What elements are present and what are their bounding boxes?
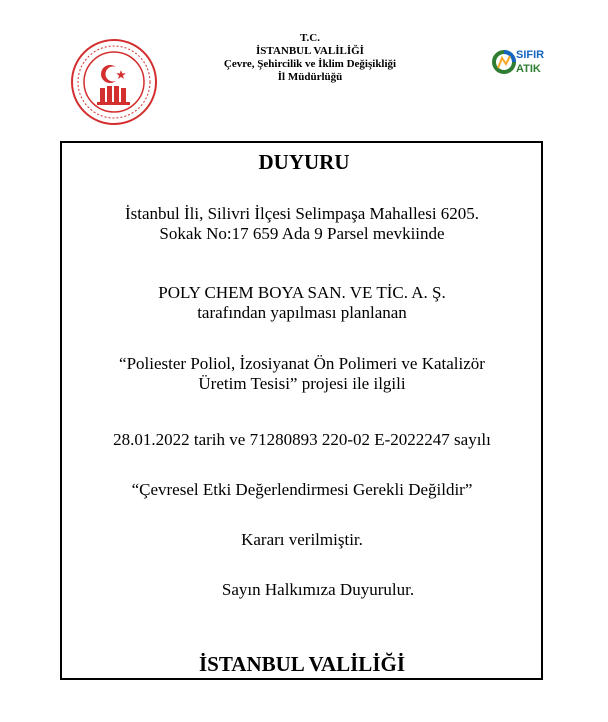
location-line-2: Sokak No:17 659 Ada 9 Parsel mevkiinde <box>159 224 445 243</box>
zero-waste-text-bottom: ATIK <box>516 63 541 75</box>
decision-made-text: Kararı verilmiştir. <box>241 530 363 549</box>
company-name: POLY CHEM BOYA SAN. VE TİC. A. Ş. <box>158 283 446 302</box>
announcement-paragraph <box>78 580 558 600</box>
ministry-seal-icon <box>70 38 158 126</box>
header-line-ministry: Çevre, Şehircilik ve İklim Değişikliği <box>223 58 397 70</box>
project-line-1: “Poliester Poliol, İzosiyanat Ön Polimeri ve Katalizör <box>119 354 485 373</box>
project-paragraph <box>62 354 542 394</box>
header-line-tc: T.C. <box>300 32 320 44</box>
project-line-2: Üretim Tesisi” projesi ile ilgili <box>198 374 406 393</box>
company-paragraph <box>62 283 542 323</box>
decision-paragraph <box>62 480 542 500</box>
reference-text: 28.01.2022 tarih ve 71280893 220-02 E-2022247 sayılı <box>113 430 491 449</box>
location-line-1: İstanbul İli, Silivri İlçesi Selimpaşa Mahallesi 6205. <box>124 204 480 223</box>
announcement-text: Sayın Halkımıza Duyurulur. <box>221 580 415 599</box>
notice-title: DUYURU <box>258 150 350 174</box>
company-planned: tarafından yapılması planlanan <box>197 303 407 322</box>
decision-text: “Çevresel Etki Değerlendirmesi Gerekli Değildir” <box>131 480 473 499</box>
reference-paragraph <box>62 430 542 450</box>
header-line-governorship: İSTANBUL VALİLİĞİ <box>256 45 364 57</box>
zero-waste-text-top: SIFIR <box>516 49 545 61</box>
signature-governorship: İSTANBUL VALİLİĞİ <box>198 652 405 676</box>
location-paragraph <box>62 204 542 244</box>
header-line-directorate: İl Müdürlüğü <box>277 71 343 83</box>
zero-waste-logo-icon <box>492 38 548 84</box>
letterhead <box>0 0 608 130</box>
decision-made-paragraph <box>62 530 542 550</box>
letterhead-text <box>160 32 460 84</box>
